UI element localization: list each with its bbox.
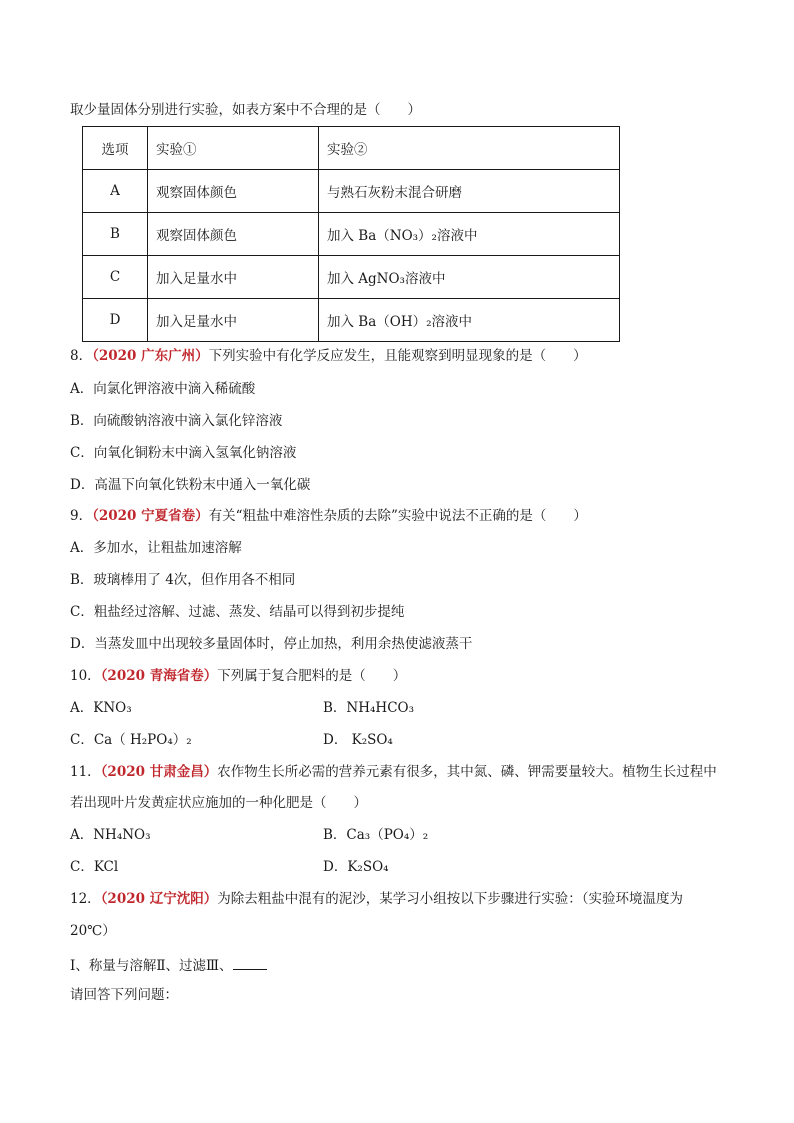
table-cell: 观察固体颜色 bbox=[148, 213, 319, 256]
question-10-stem bbox=[70, 667, 406, 685]
option-a: A．向氯化钾溶液中滴入稀硫酸 bbox=[70, 381, 256, 397]
option-d: D．K₂SO₄ bbox=[323, 859, 389, 875]
question-text: 农作物生长所必需的营养元素有很多，其中氮、磷、钾需要量较大。植物生长过程中 bbox=[217, 764, 717, 780]
table-intro: 取少量固体分别进行实验，如表方案中不合理的是（ ） bbox=[70, 102, 421, 118]
question-text: 有关“粗盐中难溶性杂质的去除”实验中说法不正确的是（ ） bbox=[208, 508, 587, 524]
question-source: （2020 辽宁沈阳） bbox=[100, 891, 218, 907]
option-c: C．粗盐经过溶解、过滤、蒸发、结晶可以得到初步提纯 bbox=[70, 604, 405, 620]
question-number: 9． bbox=[70, 508, 93, 524]
option-d: D． K₂SO₄ bbox=[323, 732, 393, 748]
question-12-stem-continued: 20℃） bbox=[70, 923, 116, 939]
question-8-stem bbox=[70, 347, 587, 365]
table-cell: 加入 Ba（OH）₂溶液中 bbox=[319, 299, 620, 342]
table-cell: A bbox=[83, 170, 148, 213]
question-text: 为除去粗盐中混有的泥沙，某学习小组按以下步骤进行实验：（实验环境温度为 bbox=[217, 891, 683, 907]
question-text: 下列属于复合肥料的是（ ） bbox=[217, 668, 407, 684]
question-12-stem bbox=[70, 890, 683, 908]
question-number: 12． bbox=[70, 891, 101, 907]
experiment-table bbox=[82, 126, 620, 342]
header-cell: 实验① bbox=[148, 127, 319, 170]
steps-text: Ⅰ、称量与溶解Ⅱ、过滤Ⅲ、 bbox=[70, 958, 233, 974]
table-row bbox=[83, 170, 620, 213]
option-b: B．Ca₃（PO₄）₂ bbox=[323, 827, 429, 843]
option-a: A．NH₄NO₃ bbox=[70, 827, 151, 843]
question-11-stem-continued: 若出现叶片发黄症状应施加的一种化肥是（ ） bbox=[70, 795, 367, 811]
question-source: （2020 青海省卷） bbox=[100, 668, 218, 684]
option-d: D．当蒸发皿中出现较多量固体时，停止加热，利用余热使滤液蒸干 bbox=[70, 636, 473, 652]
question-number: 8． bbox=[70, 348, 93, 364]
question-12-prompt: 请回答下列问题： bbox=[70, 987, 178, 1003]
answer-blank[interactable] bbox=[233, 955, 267, 970]
option-c: C．KCl bbox=[70, 859, 119, 875]
table-cell: B bbox=[83, 213, 148, 256]
header-cell: 实验② bbox=[319, 127, 620, 170]
table-row bbox=[83, 213, 620, 256]
question-source: （2020 甘肃金昌） bbox=[100, 764, 218, 780]
option-a: A．KNO₃ bbox=[70, 700, 132, 716]
question-12-steps bbox=[70, 955, 267, 975]
question-9-stem bbox=[70, 507, 587, 525]
option-b: B．向硫酸钠溶液中滴入氯化锌溶液 bbox=[70, 413, 283, 429]
option-b: B．NH₄HCO₃ bbox=[323, 700, 414, 716]
table-cell: 加入 AgNO₃溶液中 bbox=[319, 256, 620, 299]
option-a: A．多加水，让粗盐加速溶解 bbox=[70, 540, 242, 556]
option-c: C．Ca（ H₂PO₄）₂ bbox=[70, 732, 192, 748]
question-11-stem bbox=[70, 763, 717, 781]
table-cell: 与熟石灰粉末混合研磨 bbox=[319, 170, 620, 213]
table-row bbox=[83, 256, 620, 299]
option-c: C．向氧化铜粉末中滴入氢氧化钠溶液 bbox=[70, 445, 297, 461]
header-cell: 选项 bbox=[83, 127, 148, 170]
question-source: （2020 广东广州） bbox=[92, 348, 209, 364]
table-cell: 观察固体颜色 bbox=[148, 170, 319, 213]
table-cell: 加入足量水中 bbox=[148, 299, 319, 342]
table-row bbox=[83, 299, 620, 342]
question-source: （2020 宁夏省卷） bbox=[92, 508, 209, 524]
option-d: D．高温下向氧化铁粉末中通入一氧化碳 bbox=[70, 477, 311, 493]
table-cell: C bbox=[83, 256, 148, 299]
table-cell: 加入 Ba（NO₃）₂溶液中 bbox=[319, 213, 620, 256]
table-cell: 加入足量水中 bbox=[148, 256, 319, 299]
question-text: 下列实验中有化学反应发生，且能观察到明显现象的是（ ） bbox=[208, 348, 587, 364]
table-header-row bbox=[83, 127, 620, 170]
option-b: B．玻璃棒用了 4次，但作用各不相同 bbox=[70, 572, 296, 588]
question-number: 11． bbox=[70, 764, 101, 780]
table-cell: D bbox=[83, 299, 148, 342]
question-number: 10． bbox=[70, 668, 101, 684]
